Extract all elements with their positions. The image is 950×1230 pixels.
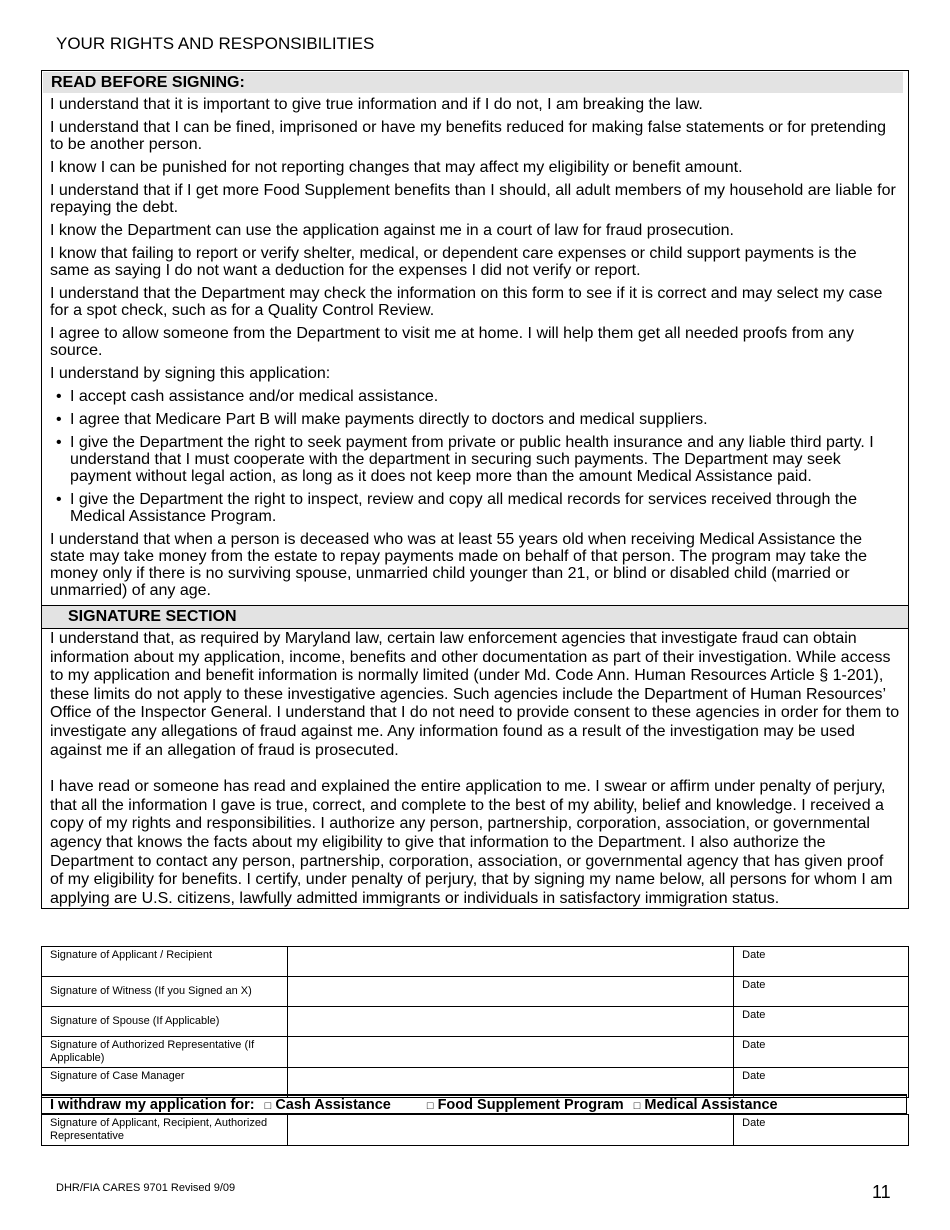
row-label: Signature of Witness (If you Signed an X) bbox=[42, 977, 288, 1007]
bullet-item: • I agree that Medicare Part B will make payments directly to doctors and medical suppliers. bbox=[50, 411, 900, 428]
spouse-signature-field[interactable] bbox=[287, 1007, 733, 1037]
term: I know the Department can use the application against me in a court of law for fraud prosecution. bbox=[50, 222, 734, 239]
form-id: DHR/FIA CARES 9701 Revised 9/09 bbox=[56, 1182, 236, 1194]
checkbox-icon[interactable]: □ bbox=[426, 1100, 434, 1112]
term: I understand that it is important to give true information and if I do not, I am breaking the law. bbox=[50, 96, 703, 113]
signature-row bbox=[42, 1115, 909, 1146]
case-manager-date-field[interactable]: Date bbox=[734, 1068, 909, 1098]
applicant-signature-field[interactable] bbox=[287, 947, 733, 977]
signature-row bbox=[42, 1068, 909, 1098]
bullet-item: • I give the Department the right to seek payment from private or public health insurance and any liable third party. I understand that I must cooperate with the department in securing such payments. The Department may seek payment without legal action, as long as it does not keep more than the amount Medical Assistance paid. bbox=[50, 434, 900, 485]
signature-row bbox=[42, 977, 909, 1007]
term: I understand that I can be fined, imprisoned or have my benefits reduced for making false statements or for pretending to be another person. bbox=[50, 119, 887, 153]
consent-paragraph: I have read or someone has read and explained the entire application to me. I swear or affirm under penalty of perjury, that all the information I gave is true, correct, and complete to the best of my ability, belief and knowledge. I received a copy of my rights and responsibilities. I authorize any person, partnership, corporation, association, or governmental agency that knows the facts about my eligibility to give that information to the Department. I also authorize the Department to contact any person, partnership, corporation, association, or governmental agency that has given proof of my eligibility for benefits. I certify, under penalty of perjury, that by signing my name below, all persons for whom I am applying are U.S. citizens, lawfully admitted immigrants or individuals in satisfactory immigration status. bbox=[50, 778, 893, 907]
term: I know I can be punished for not reporting changes that may affect my eligibility or benefit amount. bbox=[50, 159, 743, 176]
witness-date-field[interactable]: Date bbox=[734, 977, 909, 1007]
bullet-item: • I give the Department the right to inspect, review and copy all medical records for services received through the Medical Assistance Program. bbox=[50, 491, 900, 525]
representative-date-field[interactable]: Date bbox=[734, 1037, 909, 1068]
term: I understand that if I get more Food Supplement benefits than I should, all adult members of my household are liable for repaying the debt. bbox=[50, 182, 896, 216]
page-number: 11 bbox=[872, 1182, 891, 1202]
row-label: Signature of Applicant / Recipient bbox=[42, 947, 288, 977]
page-title: YOUR RIGHTS AND RESPONSIBILITIES bbox=[56, 34, 375, 53]
read-before-signing-section bbox=[41, 70, 909, 909]
option-food-supplement[interactable]: Food Supplement Program bbox=[437, 1097, 624, 1113]
signature-row bbox=[42, 1007, 909, 1037]
withdraw-application-row bbox=[41, 1094, 907, 1114]
bullet-list bbox=[50, 388, 900, 525]
consent-paragraph: I understand that, as required by Maryland law, certain law enforcement agencies that investigate fraud can obtain information about my application, income, benefits and other documentation as part of their investigation. While access to my application and benefit information is normally limited (under Md. Code Ann. Human Resources Article § 1-201), these limits do not apply to these investigative agencies. Such agencies include the Department of Human Resources’ Office of the Inspector General. I understand that I do not need to provide consent to these agencies in order for them to investigate any allegations of fraud against me. Any information found as a result of the investigation may be used against me if an allegation of fraud is prosecuted. bbox=[50, 630, 900, 759]
withdraw-label: I withdraw my application for: bbox=[50, 1097, 255, 1113]
signature-section-header: SIGNATURE SECTION bbox=[42, 605, 908, 629]
representative-signature-field[interactable] bbox=[287, 1037, 733, 1068]
terms-text bbox=[42, 93, 908, 605]
witness-signature-field[interactable] bbox=[287, 977, 733, 1007]
bullet-item: • I accept cash assistance and/or medical assistance. bbox=[50, 388, 900, 405]
case-manager-signature-field[interactable] bbox=[287, 1068, 733, 1098]
row-label: Signature of Case Manager bbox=[42, 1068, 288, 1098]
withdraw-date-field[interactable]: Date bbox=[734, 1115, 909, 1146]
option-cash-assistance[interactable]: Cash Assistance bbox=[275, 1097, 391, 1113]
option-medical-assistance[interactable]: Medical Assistance bbox=[644, 1097, 778, 1113]
row-label: Signature of Authorized Representative (If Applicable) bbox=[42, 1037, 288, 1068]
withdraw-signature-field[interactable] bbox=[287, 1115, 733, 1146]
applicant-date-field[interactable]: Date bbox=[734, 947, 909, 977]
section-header: READ BEFORE SIGNING: bbox=[43, 72, 903, 93]
term: I know that failing to report or verify shelter, medical, or dependent care expenses or child support payments is the same as saying I do not want a deduction for the expenses I did not verify or report. bbox=[50, 245, 857, 279]
spouse-date-field[interactable]: Date bbox=[734, 1007, 909, 1037]
row-label: Signature of Spouse (If Applicable) bbox=[42, 1007, 288, 1037]
withdraw-signature-table bbox=[41, 1114, 909, 1146]
signature-row bbox=[42, 947, 909, 977]
term: I understand that when a person is deceased who was at least 55 years old when receiving Medical Assistance the state may take money from the estate to repay payments made on behalf of that person. The program may take the money only if there is no surviving spouse, unmarried child younger than 21, or blind or disabled child (married or unmarried) of any age. bbox=[50, 531, 868, 599]
signature-text bbox=[42, 629, 908, 908]
term: I understand by signing this application: bbox=[50, 365, 331, 382]
signature-row bbox=[42, 1037, 909, 1068]
term: I agree to allow someone from the Department to visit me at home. I will help them get all needed proofs from any source. bbox=[50, 325, 854, 359]
checkbox-icon[interactable]: □ bbox=[264, 1100, 272, 1112]
checkbox-icon[interactable]: □ bbox=[633, 1100, 641, 1112]
term: I understand that the Department may check the information on this form to see if it is correct and may select my case for a spot check, such as for a Quality Control Review. bbox=[50, 285, 883, 319]
row-label: Signature of Applicant, Recipient, Authorized Representative bbox=[42, 1115, 288, 1146]
signature-table bbox=[41, 946, 909, 1098]
